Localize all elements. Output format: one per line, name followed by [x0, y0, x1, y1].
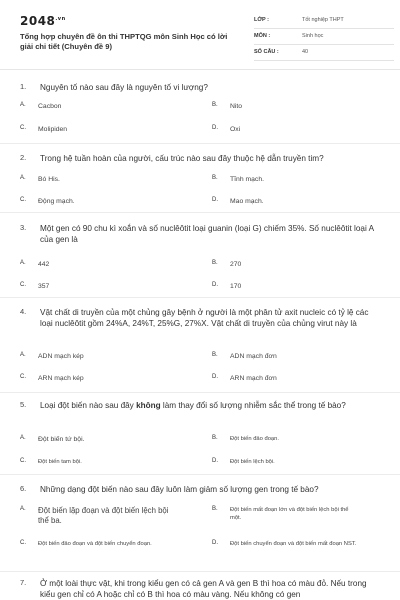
option-letter: B.: [212, 102, 218, 108]
meta-row-class: [254, 15, 394, 29]
question-text-pre: Loại đột biến nào sau đây: [40, 401, 137, 410]
option-letter: B.: [212, 175, 218, 181]
meta-table: [254, 15, 394, 63]
option-letter: D.: [212, 282, 218, 288]
question-divider: [0, 392, 400, 393]
meta-row-count: [254, 47, 394, 61]
question-divider: [0, 212, 400, 213]
question-6: [20, 484, 380, 568]
option-letter: D.: [212, 374, 218, 380]
option-text: Đột biến đảo đoạn và đột biến chuyển đoạn.: [38, 541, 152, 547]
question-text: Một gen có 90 chu kì xoắn và số nuclêôtit loại guanin (loại G) chiếm 35%. Số nuclêôtit loại A của gen là: [40, 224, 374, 244]
question-number: 5.: [20, 400, 27, 409]
option-text: Tĩnh mạch.: [230, 176, 264, 183]
question-3: [20, 223, 380, 295]
question-number: 1.: [20, 82, 27, 91]
meta-value: Sinh học: [302, 33, 324, 39]
option-letter: C.: [20, 458, 26, 464]
question-number: 4.: [20, 307, 27, 316]
meta-key: SỐ CÂU :: [254, 49, 279, 55]
option-text: Cacbon: [38, 103, 62, 110]
option-letter: A.: [20, 506, 26, 512]
option-text: ADN mạch kép: [38, 353, 84, 360]
question-text: Trong hệ tuần hoàn của người, cấu trúc nào sau đây thuộc hệ dẫn truyền tim?: [40, 154, 324, 163]
option-letter: C.: [20, 125, 26, 131]
question-text-emphasis: không: [136, 401, 161, 410]
question-number: 2.: [20, 153, 27, 162]
option-text: Nito: [230, 103, 243, 110]
question-text: Những dạng đột biến nào sau đây luôn làm giảm số lượng gen trong tế bào?: [40, 485, 319, 494]
question-7: [20, 578, 380, 600]
question-number: 7.: [20, 578, 27, 587]
logo-text: 2048: [20, 14, 56, 28]
question-text: Ở một loài thực vật, khi trong kiểu gen có cả gen A và gen B thì hoa có màu đỏ. Nếu trong kiểu gen chỉ có A hoặc chỉ có B thì hoa có màu vàng. Nếu không có gen: [40, 579, 367, 599]
option-letter: C.: [20, 197, 26, 203]
option-text: 170: [230, 283, 242, 290]
option-letter: A.: [20, 175, 26, 181]
question-2: [20, 153, 380, 213]
option-letter: B.: [212, 352, 218, 358]
meta-key: MÔN :: [254, 33, 271, 39]
question-divider: [0, 474, 400, 475]
option-letter: A.: [20, 102, 26, 108]
option-letter: C.: [20, 540, 26, 546]
meta-value: 40: [302, 49, 309, 55]
question-text: Nguyên tố nào sau đây là nguyên tố vi lượng?: [40, 83, 208, 92]
option-letter: A.: [20, 435, 26, 441]
option-text: Bó His.: [38, 176, 60, 183]
option-text: Molipiden: [38, 126, 68, 133]
option-letter: A.: [20, 260, 26, 266]
option-text: Đột biến tứ bội.: [38, 436, 85, 443]
meta-row-subject: [254, 31, 394, 45]
site-logo[interactable]: [20, 14, 66, 28]
question-number: 3.: [20, 223, 27, 232]
question-divider: [0, 571, 400, 572]
question-5: [20, 400, 380, 472]
option-text: ARN mạch đơn: [230, 375, 277, 382]
option-letter: B.: [212, 506, 218, 512]
option-letter: D.: [212, 540, 218, 546]
header-divider: [0, 69, 400, 70]
document-header: [20, 14, 388, 72]
option-text: Đột biến chuyển đoạn và đột biến mất đoạn NST.: [230, 541, 357, 547]
question-divider: [0, 297, 400, 298]
logo-suffix: .vn: [55, 16, 66, 22]
option-text: Động mạch.: [38, 198, 75, 205]
question-4: [20, 307, 380, 391]
option-text: Mao mạch.: [230, 198, 264, 205]
option-letter: B.: [212, 435, 218, 441]
question-text-post: làm thay đổi số lượng nhiễm sắc thể trong tế bào?: [160, 401, 346, 410]
question-1: [20, 82, 380, 142]
meta-value: Tốt nghiệp THPT: [302, 17, 344, 23]
option-letter: C.: [20, 282, 26, 288]
option-letter: C.: [20, 374, 26, 380]
option-text: Đột biến mất đoạn lớn và đột biến lệch bội thể một.: [230, 507, 349, 521]
question-divider: [0, 143, 400, 144]
option-letter: D.: [212, 125, 218, 131]
option-text: 270: [230, 261, 242, 268]
question-text: Vật chất di truyền của một chủng gây bệnh ở người là một phân tử axit nucleic có tỷ lệ các loại nuclêôtit gồm 24%A, 24%T, 25%G, 27%X. Vật chất di truyền của chủng virut này là: [40, 308, 369, 328]
option-text: Đột biến lệch bội.: [230, 459, 275, 465]
question-text: [40, 400, 380, 411]
option-text: Đột biến tam bội.: [38, 459, 82, 465]
option-text: ADN mạch đơn: [230, 353, 277, 360]
option-letter: D.: [212, 197, 218, 203]
document-title: Tổng hợp chuyên đề ôn thi THPTQG môn Sinh Học có lời giải chi tiết (Chuyên đề 9): [20, 32, 228, 51]
option-text: Oxi: [230, 126, 241, 133]
option-text: Đột biến đảo đoạn.: [230, 436, 279, 442]
option-letter: D.: [212, 458, 218, 464]
option-letter: A.: [20, 352, 26, 358]
option-text: 442: [38, 261, 50, 268]
option-text: Đột biến lặp đoạn và đột biến lệch bội thể ba.: [38, 506, 169, 525]
option-text: ARN mạch kép: [38, 375, 84, 382]
option-letter: B.: [212, 260, 218, 266]
option-text: 357: [38, 283, 50, 290]
question-number: 6.: [20, 484, 27, 493]
meta-key: LỚP :: [254, 17, 269, 23]
